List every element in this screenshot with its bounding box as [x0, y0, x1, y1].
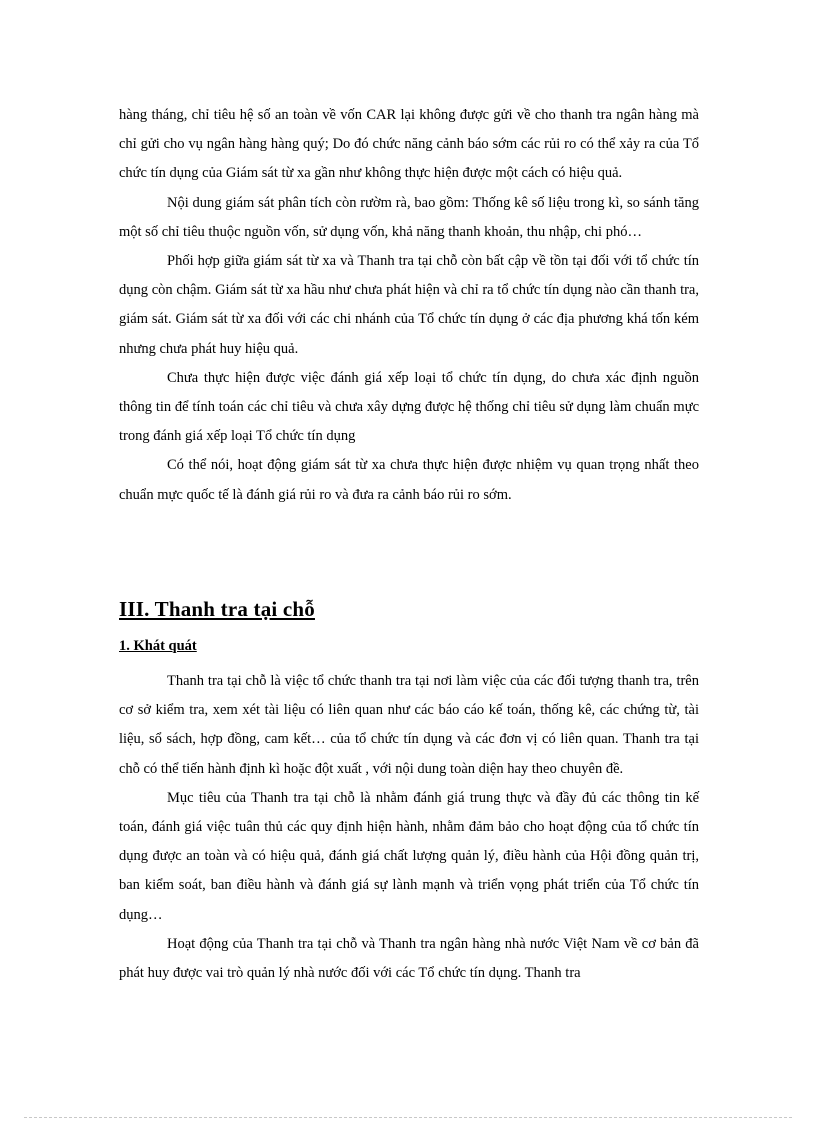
paragraph: Có thể nói, hoạt động giám sát từ xa chưa thực hiện được nhiệm vụ quan trọng nhất theo chuẩn mực quốc tế là đánh giá rủi ro và đưa ra cảnh báo rủi ro sớm. [119, 457, 699, 503]
subsection-heading: 1. Khát quát [119, 638, 197, 654]
paragraph: Hoạt động của Thanh tra tại chỗ và Thanh tra ngân hàng nhà nước Việt Nam về cơ bản đã phát huy được vai trò quản lý nhà nước đối với các Tổ chức tín dụng. Thanh tra [119, 935, 699, 982]
paragraph: Nội dung giám sát phân tích còn rườm rà, bao gồm: Thống kê số liệu trong kì, so sánh tăng một số chỉ tiêu thuộc nguồn vốn, sử dụng vốn, khả năng thanh khoản, thu nhập, chi phó… [119, 194, 699, 240]
paragraph: Thanh tra tại chỗ là việc tổ chức thanh tra tại nơi làm việc của các đối tượng thanh tra, trên cơ sở kiểm tra, xem xét tài liệu có liên quan như các báo cáo kế toán, thống kê, các chứng từ, tài liệu, sổ sách, hợp đồng, cam kết… của tổ chức tín dụng và các đơn vị có liên quan. Thanh tra tại chỗ có thể tiến hành định kì hoặc đột xuất , với nội dung toàn diện hay theo chuyên đề. [119, 673, 699, 777]
paragraphs-bottom [119, 667, 699, 988]
paragraphs-top [119, 101, 699, 510]
paragraph: hàng tháng, chỉ tiêu hệ số an toàn về vốn CAR lại không được gửi về cho thanh tra ngân hàng mà chỉ gửi cho vụ ngân hàng hàng quý; Do đó chức năng cảnh báo sớm các rủi ro có thể xảy ra của Tổ chức tín dụng của Giám sát từ xa gần như không thực hiện được một cách có hiệu quả. [119, 107, 699, 182]
paragraph: Mục tiêu của Thanh tra tại chỗ là nhằm đánh giá trung thực và đầy đủ các thông tin kế toán, đánh giá việc tuân thủ các quy định hiện hành, nhằm đảm bảo cho hoạt động của tổ chức tín dụng được an toàn và có hiệu quả, đánh giá chất lượng quản lý, điều hành của Hội đồng quản trị, ban kiểm soát, ban điều hành và đánh giá sự lành mạnh và triển vọng phát triển của Tổ chức tín dụng… [119, 789, 699, 923]
page-bottom-rule [24, 1117, 792, 1118]
section-heading: III. Thanh tra tại chỗ [119, 597, 315, 621]
paragraph: Phối hợp giữa giám sát từ xa và Thanh tra tại chỗ còn bất cập về tồn tại đối với tổ chức tín dụng còn chậm. Giám sát từ xa hầu như chưa phát hiện và chỉ ra tổ chức tín dụng nào cần thanh tra, giám sát. Giám sát từ xa đối với các chi nhánh của Tổ chức tín dụng ở các địa phương khá tốn kém nhưng chưa phát huy hiệu quả. [119, 253, 699, 357]
paragraph: Chưa thực hiện được việc đánh giá xếp loại tổ chức tín dụng, do chưa xác định nguồn thông tin để tính toán các chỉ tiêu và chưa xây dựng được hệ thống chỉ tiêu sử dụng làm chuẩn mực trong đánh giá xếp loại Tổ chức tín dụng [119, 369, 699, 445]
